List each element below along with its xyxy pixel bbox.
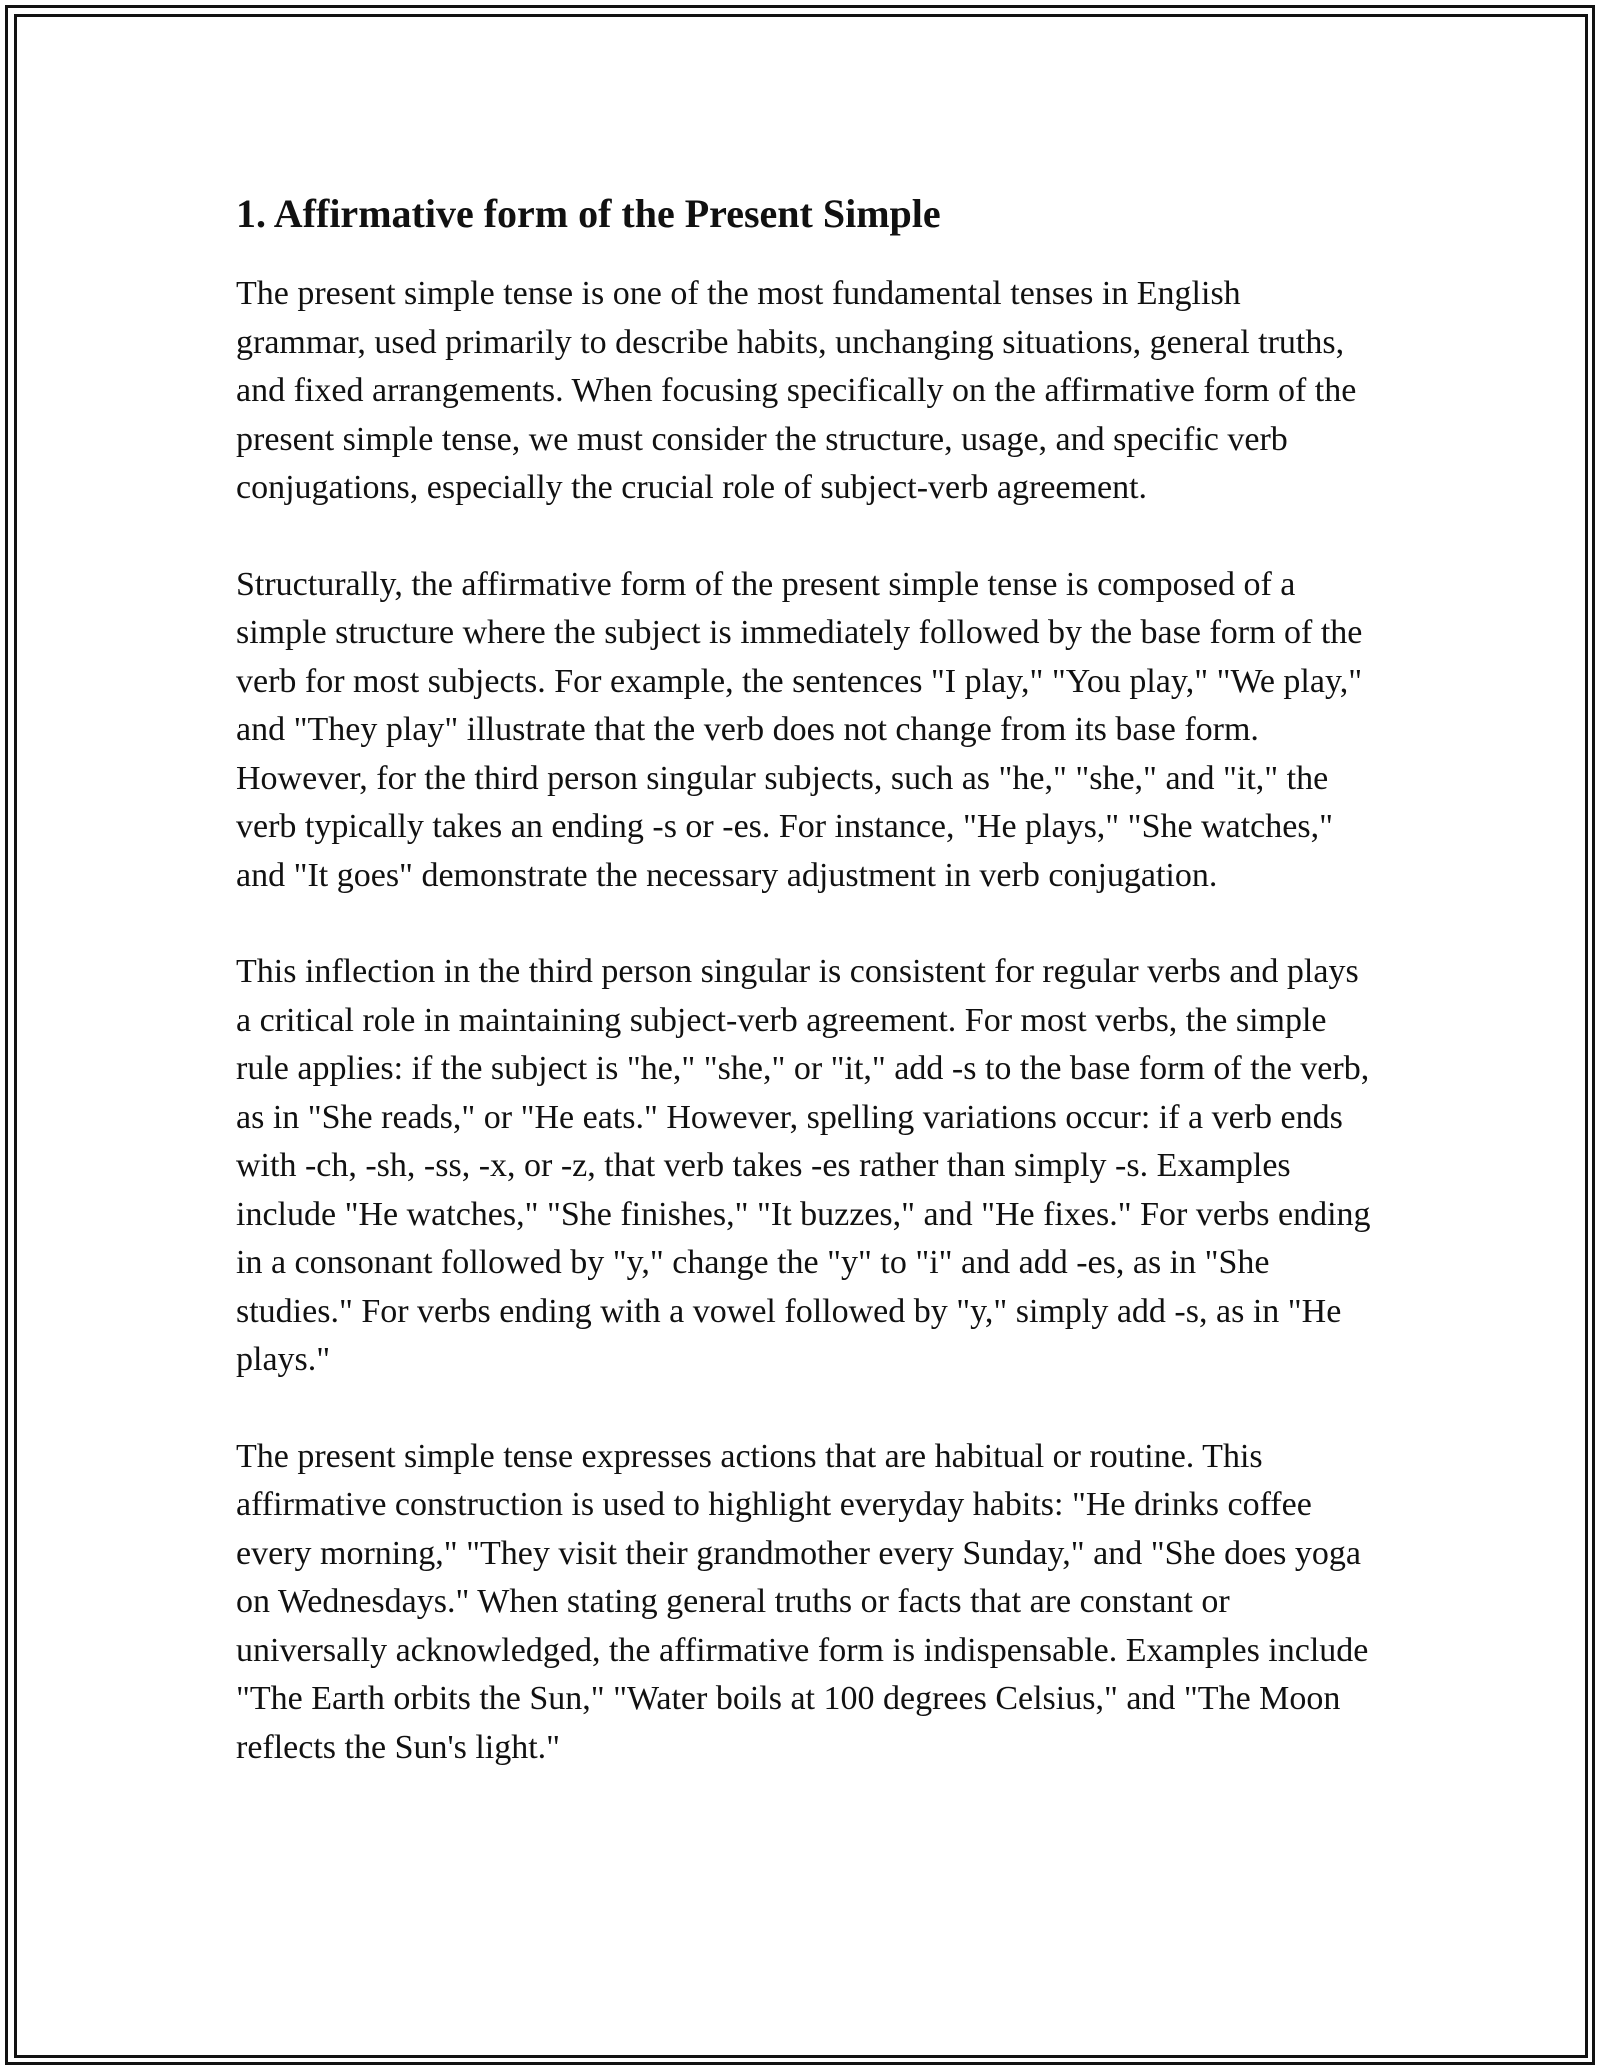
- paragraph-structure: Structurally, the affirmative form of the present simple tense is composed of a simple structure where the subject is immediately followed by the base form of the verb for most subjects. For example, the sentences "I play," "You play," "We play," and "They play" illustrate that the verb does not change from its base form. However, for the third person singular subjects, such as "he," "she," and "it," the verb typically takes an ending -s or -es. For instance, "He plays," "She watches," and "It goes" demonstrate the necessary adjustment in verb conjugation.: [236, 565, 1363, 894]
- paragraph-inflection: This inflection in the third person singular is consistent for regular verbs and plays a critical role in maintaining subject-verb agreement. For most verbs, the simple rule applies: if the subject is "he," "she," or "it," add -s to the base form of the verb, as in "She reads," or "He eats." However, spelling variations occur: if a verb ends with -ch, -sh, -ss, -x, or -z, that verb takes -es rather than simply -s. Examples include "He watches," "She finishes," "It buzzes," and "He fixes." For verbs ending in a consonant followed by "y," change the "y" to "i" and add -es, as in "She studies." For verbs ending with a vowel followed by "y," simply add -s, as in "He plays.": [236, 953, 1371, 1378]
- paragraph-intro: The present simple tense is one of the most fundamental tenses in English grammar, used primarily to describe habits, unchanging situations, general truths, and fixed arrangements. When focusing specifically on the affirmative form of the present simple tense, we must consider the structure, usage, and specific verb conjugations, especially the crucial role of subject-verb agreement.: [236, 275, 1357, 506]
- paragraph-usage: The present simple tense expresses actions that are habitual or routine. This affirmative construction is used to highlight everyday habits: "He drinks coffee every morning," "They visit their grandmother every Sunday," and "She does yoga on Wednesdays." When stating general truths or facts that are constant or universally acknowledged, the affirmative form is indispensable. Examples include "The Earth orbits the Sun," "Water boils at 100 degrees Celsius," and "The Moon reflects the Sun's light.": [236, 1437, 1369, 1766]
- document-body: [236, 186, 1376, 1820]
- section-heading: 1. Affirmative form of the Present Simple: [236, 191, 941, 236]
